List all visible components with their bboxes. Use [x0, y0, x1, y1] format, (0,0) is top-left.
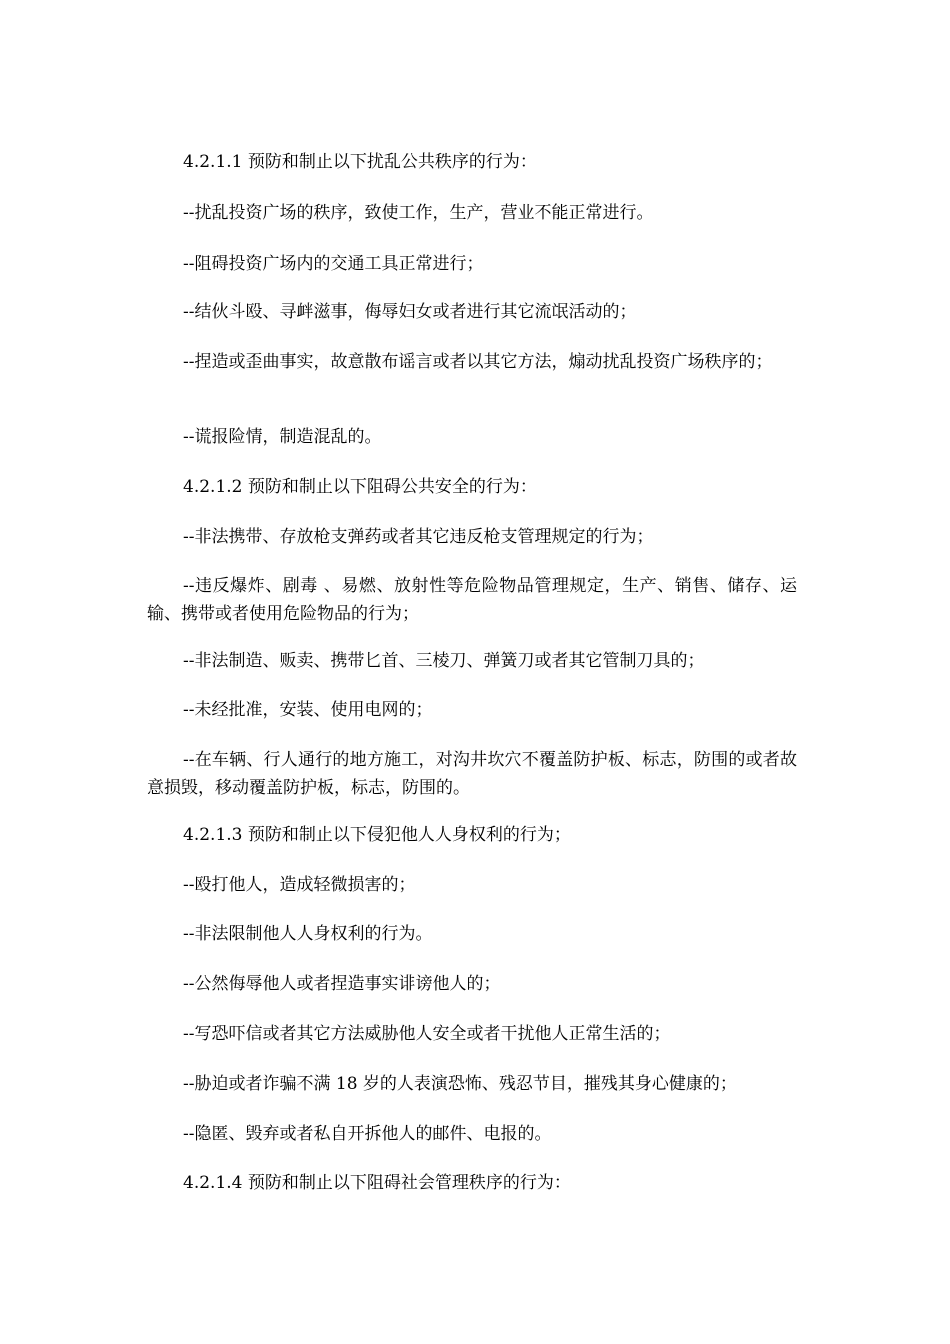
list-item: --非法限制他人人身权利的行为。: [183, 924, 433, 944]
list-item: --公然侮辱他人或者捏造事实诽谤他人的；: [183, 974, 501, 994]
list-item: --捏造或歪曲事实，故意散布谣言或者以其它方法，煽动扰乱投资广场秩序的；: [183, 352, 773, 372]
list-item: --阻碍投资广场内的交通工具正常进行；: [183, 254, 484, 274]
section-heading-4-2-1-1: 4.2.1.1 预防和制止以下扰乱公共秩序的行为：: [183, 152, 537, 172]
list-item: --谎报险情，制造混乱的。: [183, 427, 382, 447]
section-heading-4-2-1-2: 4.2.1.2 预防和制止以下阻碍公共安全的行为：: [183, 477, 537, 497]
list-item: --扰乱投资广场的秩序，致使工作，生产，营业不能正常进行。: [183, 203, 654, 223]
section-heading-4-2-1-4: 4.2.1.4 预防和制止以下阻碍社会管理秩序的行为：: [183, 1173, 571, 1193]
list-item: --胁迫或者诈骗不满 18 岁的人表演恐怖、残忍节目，摧残其身心健康的；: [183, 1074, 737, 1094]
list-item: --非法制造、贩卖、携带匕首、三棱刀、弹簧刀或者其它管制刀具的；: [183, 651, 705, 671]
list-item: --隐匿、毁弃或者私自开拆他人的邮件、电报的。: [183, 1124, 552, 1144]
section-heading-4-2-1-3: 4.2.1.3 预防和制止以下侵犯他人人身权利的行为；: [183, 825, 571, 845]
list-item: --结伙斗殴、寻衅滋事，侮辱妇女或者进行其它流氓活动的；: [183, 302, 637, 322]
list-item: --未经批准，安装、使用电网的；: [183, 700, 433, 720]
list-item: --在车辆、行人通行的地方施工，对沟井坎穴不覆盖防护板、标志，防围的或者故意损毁，移动覆盖防护板，标志，防围的。: [147, 750, 797, 798]
list-item: --非法携带、存放枪支弹药或者其它违反枪支管理规定的行为；: [183, 527, 654, 547]
list-item: --违反爆炸、剧毒 、易燃、放射性等危险物品管理规定，生产、销售、储存、运输、携带或者使用危险物品的行为；: [147, 576, 797, 624]
list-item: --写恐吓信或者其它方法威胁他人安全或者干扰他人正常生活的；: [183, 1024, 671, 1044]
list-item: --殴打他人，造成轻微损害的；: [183, 875, 416, 895]
